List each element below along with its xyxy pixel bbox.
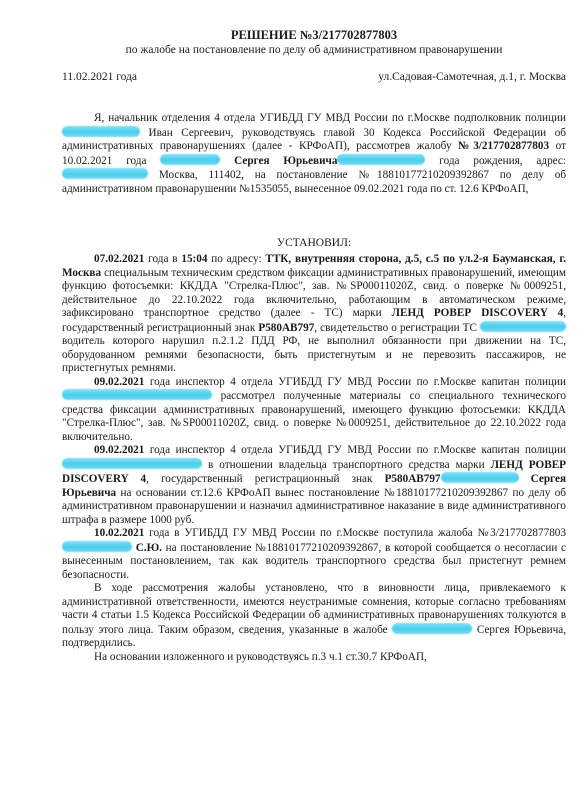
redaction-mark	[62, 541, 132, 552]
intro-block	[62, 112, 566, 196]
redaction-mark	[62, 168, 148, 179]
intro-paragraph: Я, начальник отделения 4 отдела УГИБДД ГУ МВД России по г.Москве подполковник полиции Иван Сергеевич, руководствуясь главой 30 Кодекса Российской Федерации об административных правонарушениях (далее - КРФоАП), рассмотрев жалобу №3/217702877803 от 10.02.2021 года Сергея Юрьевича года рождения, адрес: Москва, 111402, на постановление №18810177210209392867 по делу об административном правонарушении №1535055, вынесенное 09.02.2021 года по ст. 12.6 КРФоАП,	[62, 112, 567, 195]
paragraph-5: В ходе рассмотрения жалобы установлено, что в виновности лица, привлекаемого к административной ответственности, имеются неустранимые сомнения, которые согласно требованиям части 4 статьи 1.5 Кодекса Российской Федерации об административных правонарушениях толкуются в пользу этого лица. Таким образом, сведения, указанные в жалобе Сергея Юрьевича, подтвердились.	[62, 582, 566, 649]
redaction-mark	[160, 154, 220, 165]
document-place: ул.Садовая-Самотечная, д.1, г. Москва	[378, 71, 566, 83]
redaction-mark	[480, 321, 566, 332]
redaction-mark	[392, 623, 472, 634]
redaction-mark	[62, 458, 202, 469]
redaction-mark	[441, 472, 519, 483]
section-heading: УСТАНОВИЛ:	[276, 237, 352, 249]
redaction-mark	[62, 389, 212, 400]
paragraph-1: 07.02.2021 года в 15:04 по адресу: ТТК, внутренняя сторона, д.5, с.5 по ул.2-я Бауманская, г. Москва специальным техническим средством фиксации административных правонарушений, имеющим функцию фотосъемки: ККДДА "Стрелка-Плюс", зав. №SP00011020Z, свид. о поверке №0009251, действительное до 22.10.2022 года включительно, работающим в автоматическом режиме, зафиксировано транспортное средство (далее - ТС) марки ЛЕНД РОВЕР DISCOVERY 4, государственный регистрационный знак Р580АВ797, свидетельство о регистрации ТС водитель которого нарушил п.2.1.2 ПДД РФ, не выполнил обязанности при движении на ТС, оборудованном ремнями безопасности, быть пристегнутым и не перевозить пассажиров, не пристегнутых ремнями.	[62, 253, 566, 374]
document-subtitle: по жалобе на постановление по делу об административном правонарушении	[125, 44, 503, 56]
paragraph-6: На основании изложенного и руководствуясь п.3 ч.1 ст.30.7 КРФоАП,	[94, 650, 427, 663]
redaction-mark	[337, 154, 425, 165]
document-date: 11.02.2021 года	[62, 71, 138, 83]
paragraph-4: 10.02.2021 года в УГИБДД ГУ МВД России по г.Москве поступила жалоба №3/217702877803 С.Ю. на постановление №18810177210209392867, в которой сообщается о несогласии с вынесенным постановлением, так как водитель транспортного средства был пристегнут ремнем безопасности.	[62, 527, 566, 581]
paragraph-2: 09.02.2021 года инспектор 4 отдела УГИБДД ГУ МВД России по г.Москве капитан полиции рассмотрел полученные материалы со специального технического средства фиксации административных правонарушений, имеющего функцию фотосъемки: ККДДА "Стрелка-Плюс", зав. №SP00011020Z, свид. о поверке №0009251, действительное до 22.10.2022 года включительно.	[62, 375, 566, 443]
body-block	[62, 253, 566, 664]
redaction-mark	[62, 126, 140, 137]
paragraph-3: 09.02.2021 года инспектор 4 отдела УГИБДД ГУ МВД России по г.Москве капитан полиции в отношении владельца транспортного средства марки ЛЕНД РОВЕР DISCOVERY 4, государственный регистрационный знак Р580АВ797 Сергея Юрьевича на основании ст.12.6 КРФоАП вынес постановление №18810177210209392867 по делу об административном правонарушении и назначил административное наказание в виде административного штрафа в размере 1000 руб.	[62, 444, 567, 526]
document-title: РЕШЕНИЕ №3/217702877803	[230, 28, 398, 42]
